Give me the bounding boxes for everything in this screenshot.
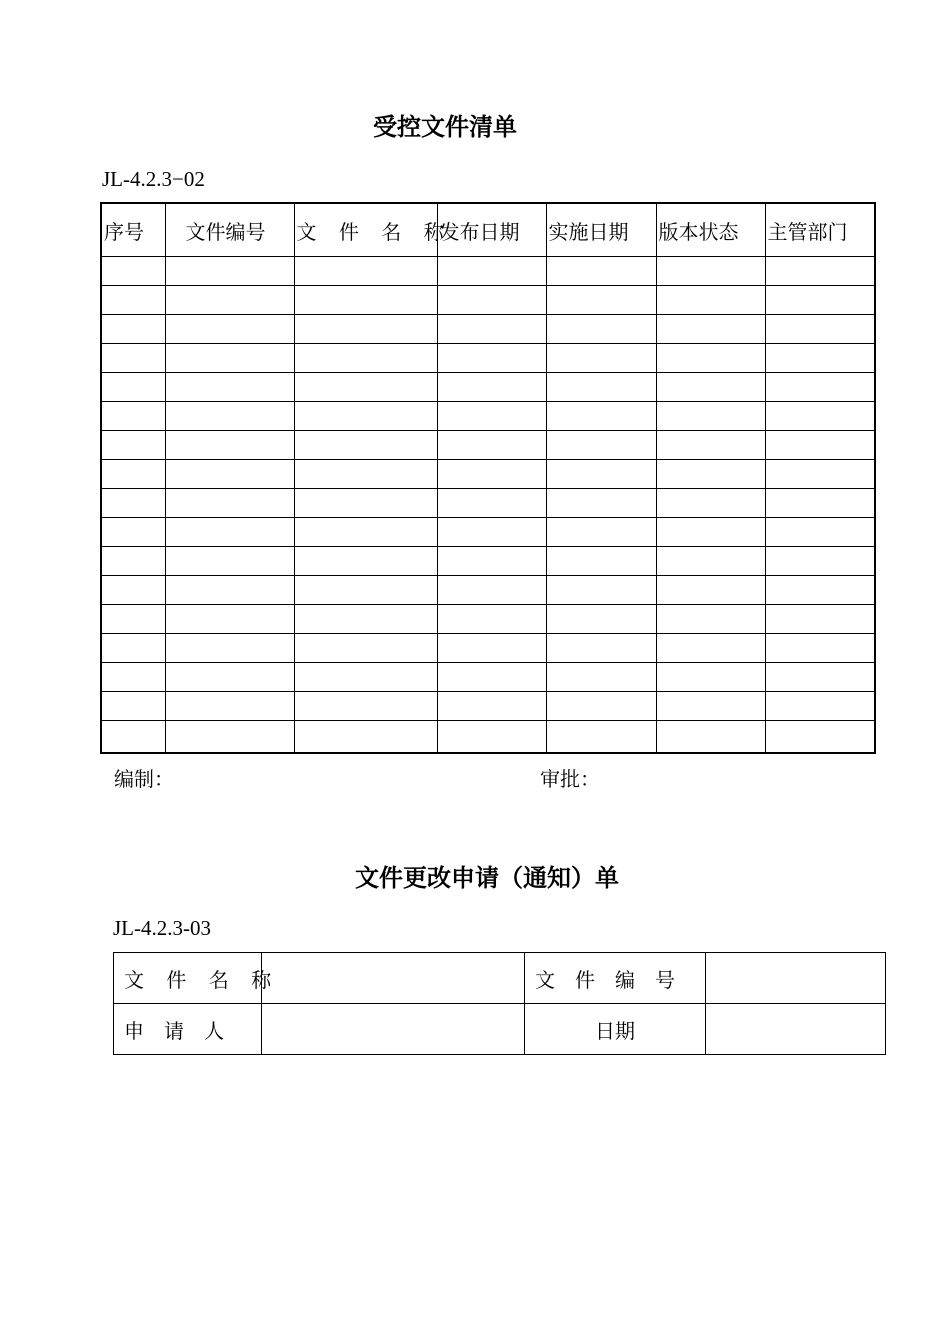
table-cell: [437, 721, 546, 754]
table-cell: [546, 634, 656, 663]
table-cell: [765, 402, 875, 431]
table-cell: [294, 634, 437, 663]
table-cell: [165, 402, 294, 431]
table-cell: [294, 402, 437, 431]
table-cell: [546, 721, 656, 754]
table-cell: [437, 663, 546, 692]
document-number-label: 文 件 编 号: [525, 953, 706, 1004]
applicant-field: [262, 1004, 525, 1055]
table-cell: [165, 692, 294, 721]
table-cell: [546, 518, 656, 547]
table-cell: [765, 605, 875, 634]
table-cell: [765, 721, 875, 754]
applicant-label: 申 请 人: [114, 1004, 262, 1055]
table-cell: [765, 344, 875, 373]
table-cell: [165, 373, 294, 402]
table-cell: [165, 634, 294, 663]
table-cell: [437, 373, 546, 402]
approved-by-label: 审批：: [540, 767, 600, 791]
table-cell: [546, 460, 656, 489]
table-cell: [165, 460, 294, 489]
table-cell: [765, 373, 875, 402]
table-cell: [101, 257, 165, 286]
table-cell: [165, 286, 294, 315]
table-cell: [437, 402, 546, 431]
table-cell: [294, 373, 437, 402]
table-cell: [437, 518, 546, 547]
table-cell: [546, 431, 656, 460]
table-cell: [546, 663, 656, 692]
table-row: [101, 634, 875, 663]
table-cell: [656, 692, 765, 721]
table-cell: [437, 576, 546, 605]
table-cell: [165, 257, 294, 286]
table-cell: [765, 692, 875, 721]
table-cell: [101, 344, 165, 373]
table-cell: [765, 489, 875, 518]
table-row: [101, 344, 875, 373]
table-cell: [656, 257, 765, 286]
table-cell: [437, 605, 546, 634]
table-cell: [546, 692, 656, 721]
form-code: JL-4.2.3−02: [102, 167, 205, 191]
table-cell: [165, 605, 294, 634]
header-document-name: 文 件 名 称: [294, 203, 437, 257]
table-cell: [546, 489, 656, 518]
table-cell: [101, 402, 165, 431]
table-cell: [656, 489, 765, 518]
table-row: [101, 605, 875, 634]
table-cell: [656, 402, 765, 431]
table-cell: [546, 576, 656, 605]
table-cell: [546, 547, 656, 576]
form-code: JL-4.2.3-03: [113, 916, 211, 940]
document-number-field: [706, 953, 886, 1004]
table-cell: [294, 547, 437, 576]
date-field: [706, 1004, 886, 1055]
table-row: [101, 460, 875, 489]
table-cell: [546, 315, 656, 344]
table-row: [101, 257, 875, 286]
table-cell: [656, 518, 765, 547]
table-row: [101, 431, 875, 460]
table-cell: [165, 663, 294, 692]
header-serial-number: 序号: [101, 203, 165, 257]
table-cell: [765, 576, 875, 605]
table-row: [101, 402, 875, 431]
change-request-table: [113, 952, 886, 1055]
table-cell: [656, 460, 765, 489]
table-cell: [101, 663, 165, 692]
table-cell: [656, 373, 765, 402]
table-cell: [165, 547, 294, 576]
table-cell: [656, 315, 765, 344]
table-cell: [165, 344, 294, 373]
table-cell: [656, 344, 765, 373]
table-cell: [101, 373, 165, 402]
table-cell: [437, 692, 546, 721]
table-cell: [294, 315, 437, 344]
table-cell: [546, 605, 656, 634]
table-cell: [101, 489, 165, 518]
table-cell: [765, 431, 875, 460]
table-cell: [656, 547, 765, 576]
header-responsible-department: 主管部门: [765, 203, 875, 257]
table-cell: [294, 257, 437, 286]
header-effective-date: 实施日期: [546, 203, 656, 257]
table-cell: [656, 431, 765, 460]
table-cell: [656, 663, 765, 692]
table-cell: [437, 460, 546, 489]
table-cell: [294, 344, 437, 373]
table-row: [101, 721, 875, 754]
table-cell: [294, 663, 437, 692]
table-cell: [294, 460, 437, 489]
header-document-number: 文件编号: [165, 203, 294, 257]
table-cell: [101, 431, 165, 460]
table-cell: [294, 721, 437, 754]
table-row: [101, 373, 875, 402]
table-cell: [101, 286, 165, 315]
table-row: [101, 286, 875, 315]
table-cell: [437, 286, 546, 315]
table-cell: [294, 286, 437, 315]
table-cell: [656, 576, 765, 605]
table-cell: [656, 286, 765, 315]
table-cell: [165, 721, 294, 754]
document-name-label: 文 件 名 称: [114, 953, 262, 1004]
change-request-title: 文件更改申请（通知）单: [355, 864, 619, 892]
table-cell: [165, 315, 294, 344]
table-cell: [294, 605, 437, 634]
table-cell: [165, 431, 294, 460]
table-row: [101, 576, 875, 605]
table-row: [114, 953, 886, 1004]
table-cell: [437, 431, 546, 460]
table-cell: [546, 344, 656, 373]
table-cell: [765, 286, 875, 315]
table-cell: [101, 576, 165, 605]
document-name-field: [262, 953, 525, 1004]
table-cell: [165, 489, 294, 518]
date-label: 日期: [525, 1004, 706, 1055]
table-row: [114, 1004, 886, 1055]
table-cell: [101, 692, 165, 721]
table-cell: [656, 634, 765, 663]
table-cell: [101, 634, 165, 663]
table-cell: [765, 518, 875, 547]
table-row: [101, 489, 875, 518]
table-cell: [546, 402, 656, 431]
table-cell: [437, 634, 546, 663]
table-cell: [101, 460, 165, 489]
table-cell: [546, 257, 656, 286]
table-cell: [101, 605, 165, 634]
table-cell: [101, 547, 165, 576]
table-cell: [294, 489, 437, 518]
table-cell: [165, 576, 294, 605]
table-cell: [294, 518, 437, 547]
table-cell: [656, 605, 765, 634]
table-cell: [765, 315, 875, 344]
table-cell: [437, 344, 546, 373]
table-cell: [294, 576, 437, 605]
table-cell: [165, 518, 294, 547]
header-version-status: 版本状态: [656, 203, 765, 257]
table-cell: [294, 692, 437, 721]
table-cell: [765, 663, 875, 692]
table-cell: [437, 257, 546, 286]
table-cell: [437, 489, 546, 518]
prepared-by-label: 编制：: [114, 767, 174, 791]
table-cell: [546, 286, 656, 315]
table-cell: [656, 721, 765, 754]
table-row: [101, 547, 875, 576]
table-cell: [765, 257, 875, 286]
table-cell: [765, 460, 875, 489]
document-list-title: 受控文件清单: [373, 113, 517, 141]
table-cell: [765, 634, 875, 663]
table-cell: [437, 315, 546, 344]
table-cell: [546, 373, 656, 402]
table-row: [101, 663, 875, 692]
table-cell: [765, 547, 875, 576]
table-cell: [294, 431, 437, 460]
table-cell: [101, 315, 165, 344]
header-release-date: 发布日期: [437, 203, 546, 257]
controlled-document-table: [100, 202, 876, 754]
table-row: [101, 692, 875, 721]
table-cell: [101, 518, 165, 547]
table-row: [101, 315, 875, 344]
table-cell: [437, 547, 546, 576]
table-row: [101, 518, 875, 547]
table-cell: [101, 721, 165, 754]
table-header-row: [101, 203, 875, 257]
